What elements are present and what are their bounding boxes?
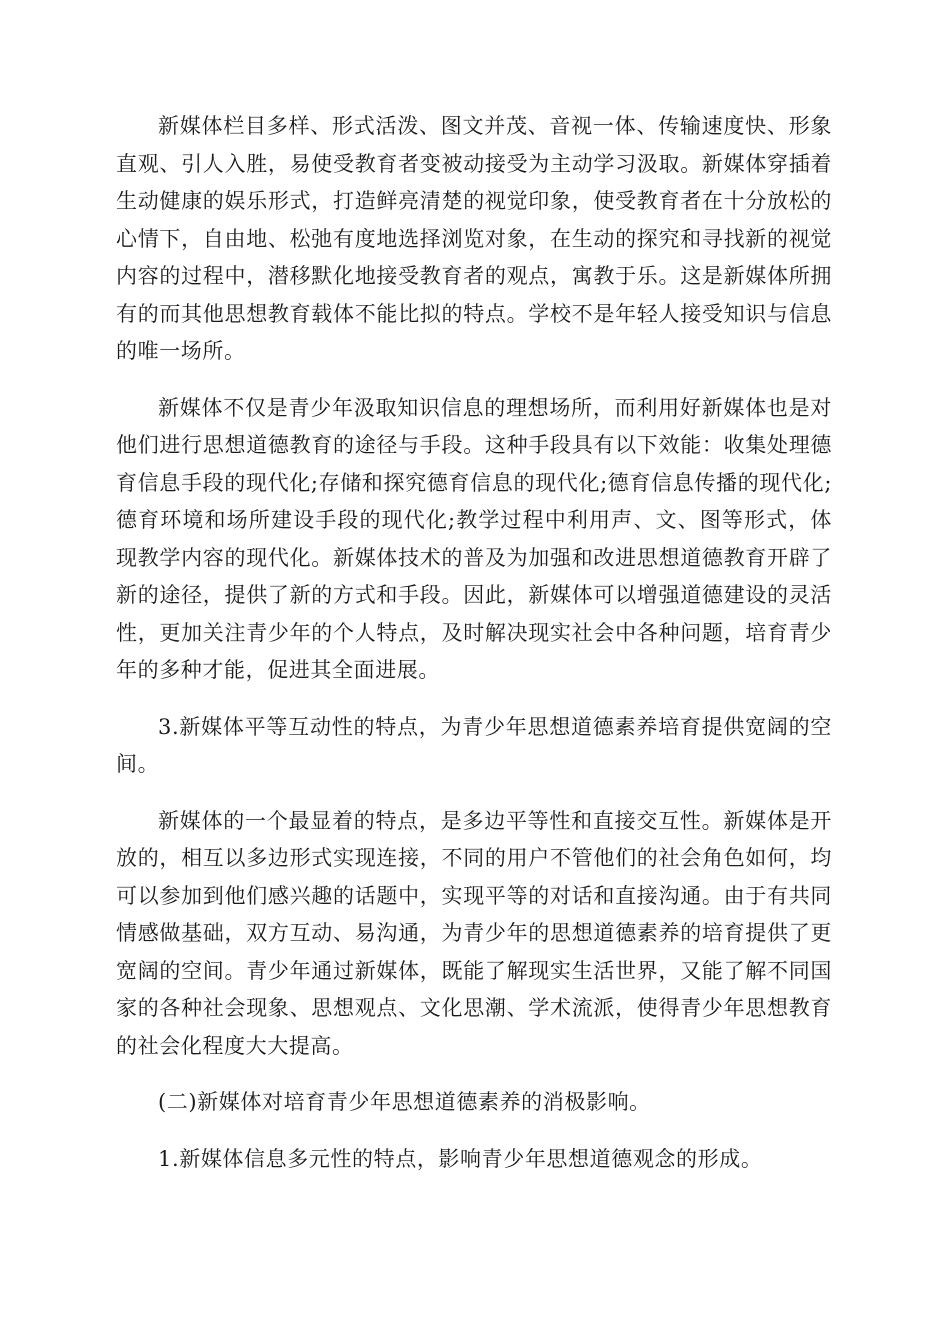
- paragraph-education-means: 新媒体不仅是青少年汲取知识信息的理想场所，而利用好新媒体也是对他们进行思想道德教育的途径与手段。这种手段具有以下效能：收集处理德育信息手段的现代化;存储和探究德育信息的现代化;德育信息传播的现代化;德育环境和场所建设手段的现代化;教学过程中利用声、文、图等形式，体现教学内容的现代化。新媒体技术的普及为加强和改进思想道德教育开辟了新的途径，提供了新的方式和手段。因此，新媒体可以增强道德建设的灵活性，更加关注青少年的个人特点，及时解决现实社会中各种问题，培育青少年的多种才能，促进其全面进展。: [116, 395, 832, 682]
- paragraph-media-features: 新媒体栏目多样、形式活泼、图文并茂、音视一体、传输速度快、形象直观、引人入胜，易使受教育者变被动接受为主动学习汲取。新媒体穿插着生动健康的娱乐形式，打造鲜亮清楚的视觉印象，使受教育者在十分放松的心情下，自由地、松弛有度地选择浏览对象，在生动的探究和寻找新的视觉内容的过程中，潜移默化地接受教育者的观点，寓教于乐。这是新媒体所拥有的而其他思想教育载体不能比拟的特点。学校不是年轻人接受知识与信息的唯一场所。: [116, 114, 832, 363]
- section-heading-information-diversity: 1.新媒体信息多元性的特点，影响青少年思想道德观念的形成。: [158, 1146, 763, 1171]
- section-heading-equality-interaction: 3.新媒体平等互动性的特点，为青少年思想道德素养培育提供宽阔的空间。: [116, 714, 832, 776]
- document-page: [116, 108, 832, 1197]
- paragraph-equality-interaction: 新媒体的一个最显着的特点，是多边平等性和直接交互性。新媒体是开放的，相互以多边形式实现连接，不同的用户不管他们的社会角色如何，均可以参加到他们感兴趣的话题中，实现平等的对话和直接沟通。由于有共同情感做基础，双方互动、易沟通，为青少年的思想道德素养的培育提供了更宽阔的空间。青少年通过新媒体，既能了解现实生活世界，又能了解不同国家的各种社会现象、思想观点、文化思潮、学术流派，使得青少年思想教育的社会化程度大大提高。: [116, 808, 832, 1058]
- section-heading-negative-influence: (二)新媒体对培育青少年思想道德素养的消极影响。: [158, 1090, 651, 1114]
